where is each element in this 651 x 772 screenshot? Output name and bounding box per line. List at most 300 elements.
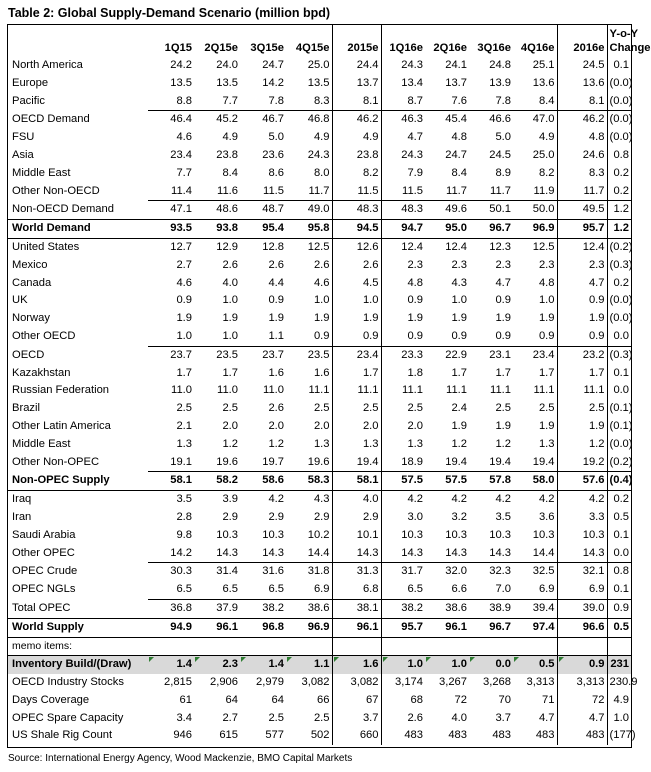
cell-value: 0.9 bbox=[538, 329, 555, 342]
cell-value: 96.7 bbox=[469, 618, 513, 637]
row-label: memo items: bbox=[12, 639, 73, 652]
cell-value: 4.2 bbox=[538, 493, 555, 506]
cell-value: 11.0 bbox=[171, 384, 192, 397]
cell-value: 24.0 bbox=[216, 59, 238, 71]
row-label: Russian Federation bbox=[12, 384, 110, 397]
cell-value: 96.6 bbox=[557, 618, 607, 637]
cell-value: 2.3 bbox=[538, 258, 555, 271]
cell-value: 14.3 bbox=[216, 546, 238, 559]
yoy-value: 230.9 bbox=[609, 676, 638, 689]
cell-value: 1.0 bbox=[538, 294, 555, 307]
cell-value: 8.2 bbox=[538, 166, 555, 179]
cell-value: 31.4 bbox=[194, 563, 240, 581]
col-header: 2016e bbox=[557, 25, 607, 57]
cell-value: 94.5 bbox=[332, 220, 381, 239]
cell-value: 7.0 bbox=[495, 583, 511, 596]
cell-value: 96.7 bbox=[469, 220, 513, 239]
yoy-value: (0.0) bbox=[609, 94, 633, 107]
table-row-days-coverage bbox=[8, 692, 631, 710]
cell-value: 1.6 bbox=[332, 656, 381, 674]
cell-value: 8.2 bbox=[332, 165, 381, 183]
cell-value: 5.0 bbox=[495, 131, 511, 144]
cell-value: 64 bbox=[225, 693, 238, 706]
row-label: Iraq bbox=[12, 493, 32, 506]
cell-value: 0.9 bbox=[557, 656, 607, 674]
yoy-value: 231 bbox=[607, 656, 631, 674]
yoy-header-line2: Change bbox=[609, 42, 651, 54]
col-header: 2Q15e bbox=[204, 42, 238, 54]
cell-value: 11.5 bbox=[263, 184, 284, 197]
cell-value bbox=[381, 637, 425, 656]
cell-value: 2.0 bbox=[222, 419, 238, 432]
cell-value: 57.5 bbox=[425, 472, 469, 491]
table-row-opec-spare-capacity bbox=[8, 710, 631, 728]
cell-value: 38.6 bbox=[425, 599, 469, 618]
table-row-other-non-opec bbox=[8, 454, 631, 472]
cell-value: 6.9 bbox=[313, 583, 330, 596]
cell-value: 24.7 bbox=[445, 148, 467, 161]
cell-value: 48.3 bbox=[381, 201, 425, 220]
cell-value bbox=[469, 637, 513, 656]
table-row-canada bbox=[8, 275, 631, 293]
cell-value: 13.6 bbox=[557, 75, 607, 93]
cell-value: 2.3 bbox=[194, 656, 240, 674]
cell-value: 12.9 bbox=[216, 240, 238, 253]
cell-value: 1.0 bbox=[381, 656, 425, 674]
cell-value: 11.1 bbox=[332, 382, 381, 400]
cell-value: 2.3 bbox=[495, 258, 511, 271]
cell-value: 14.2 bbox=[262, 76, 284, 89]
table-row-uk bbox=[8, 292, 631, 310]
cell-value: 13.6 bbox=[532, 76, 555, 89]
cell-value: 39.4 bbox=[513, 599, 557, 618]
cell-value: 4.2 bbox=[557, 491, 607, 509]
row-label: North America bbox=[12, 59, 83, 71]
cell-value: 95.4 bbox=[240, 220, 286, 239]
cell-value: 615 bbox=[219, 729, 238, 742]
cell-value: 46.8 bbox=[286, 111, 332, 129]
cell-value: 32.0 bbox=[425, 563, 469, 581]
cell-value: 38.9 bbox=[469, 599, 513, 618]
yoy-value: (0.2) bbox=[609, 455, 633, 468]
cell-value: 0.9 bbox=[407, 294, 423, 307]
cell-value: 2.6 bbox=[313, 258, 330, 271]
cell-value: 19.6 bbox=[216, 455, 238, 468]
cell-value: 47.1 bbox=[148, 201, 194, 220]
cell-value: 58.2 bbox=[194, 472, 240, 491]
row-label: World Demand bbox=[8, 220, 148, 239]
cell-value: 46.2 bbox=[557, 111, 607, 129]
yoy-value: 0.1 bbox=[613, 59, 629, 71]
cell-value: 23.3 bbox=[381, 346, 425, 364]
yoy-value: 0.0 bbox=[613, 329, 629, 342]
col-header: 2Q16e bbox=[433, 42, 467, 54]
cell-value: 0.9 bbox=[407, 329, 423, 342]
cell-value: 1.9 bbox=[268, 312, 284, 325]
row-label: OPEC Spare Capacity bbox=[12, 711, 124, 724]
cell-value: 48.3 bbox=[332, 201, 381, 220]
cell-value: 0.9 bbox=[332, 328, 381, 346]
cell-value: 3.7 bbox=[495, 711, 511, 724]
cell-value: 13.7 bbox=[332, 75, 381, 93]
cell-value: 1.2 bbox=[222, 437, 238, 450]
cell-value: 5.0 bbox=[268, 131, 284, 144]
cell-value: 1.3 bbox=[176, 437, 192, 450]
cell-value: 46.3 bbox=[381, 111, 425, 129]
col-header: 1Q16e bbox=[389, 42, 423, 54]
cell-value: 2.0 bbox=[313, 419, 330, 432]
cell-value: 2.3 bbox=[557, 257, 607, 275]
cell-value: 23.5 bbox=[194, 346, 240, 364]
cell-value: 46.7 bbox=[240, 111, 286, 129]
cell-value: 95.7 bbox=[381, 618, 425, 637]
row-label: World Supply bbox=[8, 618, 148, 637]
cell-value: 30.3 bbox=[148, 563, 194, 581]
cell-value: 1.7 bbox=[332, 365, 381, 383]
cell-value: 31.7 bbox=[381, 563, 425, 581]
cell-value: 49.0 bbox=[286, 201, 332, 220]
cell-value: 4.2 bbox=[451, 493, 467, 506]
cell-value: 2.5 bbox=[407, 402, 423, 415]
cell-value: 1.9 bbox=[538, 419, 555, 432]
row-label: Mexico bbox=[12, 258, 48, 271]
cell-value: 32.5 bbox=[513, 563, 557, 581]
cell-value: 2,979 bbox=[256, 676, 284, 689]
cell-value: 1.3 bbox=[538, 437, 555, 450]
col-header: 4Q15e bbox=[295, 42, 330, 54]
cell-value: 57.6 bbox=[557, 472, 607, 491]
data-table-frame bbox=[7, 24, 651, 748]
cell-value: 38.1 bbox=[332, 599, 381, 618]
row-label: Non-OECD Demand bbox=[12, 203, 114, 216]
cell-value: 2.5 bbox=[176, 402, 192, 415]
yoy-value: (0.0) bbox=[609, 76, 633, 89]
cell-value: 4.7 bbox=[495, 276, 511, 289]
cell-value: 11.7 bbox=[446, 184, 467, 197]
cell-value: 11.9 bbox=[533, 184, 555, 197]
cell-value: 24.3 bbox=[307, 148, 330, 161]
table-row-saudi-arabia bbox=[8, 527, 631, 545]
cell-value: 7.7 bbox=[176, 166, 192, 179]
cell-value: 4.6 bbox=[313, 276, 330, 289]
table-row-russian-federation bbox=[8, 382, 631, 400]
cell-value: 11.1 bbox=[308, 384, 330, 397]
cell-value: 95.0 bbox=[425, 220, 469, 239]
cell-value: 46.2 bbox=[332, 111, 381, 129]
cell-value: 1.9 bbox=[495, 312, 511, 325]
cell-value: 1.7 bbox=[495, 366, 511, 379]
cell-value: 2,906 bbox=[210, 676, 238, 689]
cell-value: 23.7 bbox=[240, 346, 286, 364]
cell-value: 14.3 bbox=[557, 545, 607, 563]
cell-value: 8.3 bbox=[313, 94, 330, 107]
row-label: Middle East bbox=[12, 437, 71, 450]
yoy-value: 0.0 bbox=[613, 384, 629, 397]
cell-value: 4.9 bbox=[222, 131, 238, 144]
cell-value: 10.1 bbox=[332, 527, 381, 545]
cell-value: 14.3 bbox=[332, 545, 381, 563]
cell-value: 13.7 bbox=[445, 76, 467, 89]
cell-value: 11.1 bbox=[557, 382, 607, 400]
cell-value: 6.5 bbox=[268, 583, 284, 596]
cell-value bbox=[425, 637, 469, 656]
cell-value: 23.6 bbox=[262, 148, 284, 161]
row-label: Other OPEC bbox=[12, 546, 75, 559]
cell-value: 1.2 bbox=[451, 437, 467, 450]
cell-value: 0.0 bbox=[469, 656, 513, 674]
cell-value: 19.6 bbox=[307, 455, 330, 468]
cell-value: 4.0 bbox=[222, 276, 238, 289]
cell-value: 4.8 bbox=[557, 129, 607, 147]
cell-value: 23.4 bbox=[513, 346, 557, 364]
cell-value: 2.7 bbox=[176, 258, 192, 271]
cell-value: 4.0 bbox=[451, 711, 467, 724]
table-row-united-states bbox=[8, 238, 631, 256]
cell-value bbox=[513, 637, 557, 656]
cell-value: 4.8 bbox=[407, 276, 423, 289]
table-row-iran bbox=[8, 509, 631, 527]
cell-value: 14.3 bbox=[262, 546, 284, 559]
cell-value: 13.5 bbox=[307, 76, 330, 89]
cell-value: 11.1 bbox=[533, 384, 555, 397]
table-row-inventory-build-draw bbox=[8, 656, 631, 674]
cell-value: 2.9 bbox=[268, 510, 284, 523]
cell-value: 24.4 bbox=[332, 57, 381, 75]
cell-value: 12.4 bbox=[401, 240, 423, 253]
cell-value: 1.0 bbox=[313, 294, 330, 307]
cell-value: 46.4 bbox=[148, 111, 194, 129]
table-row-kazakhstan bbox=[8, 365, 631, 383]
cell-value: 10.3 bbox=[216, 528, 238, 541]
cell-value: 58.3 bbox=[286, 472, 332, 491]
cell-value: 2.9 bbox=[222, 510, 238, 523]
yoy-value: (0.2) bbox=[609, 240, 633, 253]
cell-value: 1.6 bbox=[313, 366, 330, 379]
cell-value: 11.0 bbox=[217, 384, 238, 397]
cell-value: 7.9 bbox=[407, 166, 423, 179]
yoy-value: 0.1 bbox=[613, 366, 629, 379]
cell-value: 2.3 bbox=[407, 258, 423, 271]
source-note: Source: International Energy Agency, Wood Mackenzie, BMO Capital Markets bbox=[8, 753, 353, 764]
table-row-middle-east bbox=[8, 165, 631, 183]
cell-value: 38.2 bbox=[381, 599, 425, 618]
cell-value: 10.3 bbox=[557, 527, 607, 545]
cell-value: 13.4 bbox=[401, 76, 423, 89]
row-label: Days Coverage bbox=[12, 693, 90, 706]
cell-value: 37.9 bbox=[194, 599, 240, 618]
yoy-value: 1.2 bbox=[607, 201, 631, 220]
yoy-value: (177) bbox=[609, 729, 636, 742]
row-label: Asia bbox=[12, 148, 34, 161]
row-label: OPEC NGLs bbox=[12, 583, 76, 596]
cell-value: 483 bbox=[557, 727, 607, 745]
cell-value: 2.5 bbox=[332, 400, 381, 418]
cell-value: 49.5 bbox=[557, 201, 607, 220]
cell-value: 11.0 bbox=[263, 384, 284, 397]
cell-value: 1.0 bbox=[222, 294, 238, 307]
table-row-world-supply bbox=[8, 618, 631, 637]
cell-value: 66 bbox=[317, 693, 330, 706]
cell-value: 4.6 bbox=[176, 276, 192, 289]
cell-value: 4.2 bbox=[407, 493, 423, 506]
cell-value: 11.7 bbox=[557, 183, 607, 201]
cell-value: 24.3 bbox=[401, 59, 423, 71]
cell-value: 1.4 bbox=[240, 656, 286, 674]
cell-value: 48.7 bbox=[240, 201, 286, 220]
cell-value: 47.0 bbox=[513, 111, 557, 129]
cell-value: 10.3 bbox=[532, 528, 555, 541]
cell-value: 1.7 bbox=[176, 366, 192, 379]
col-header: 1Q15 bbox=[164, 42, 192, 54]
cell-value: 57.8 bbox=[469, 472, 513, 491]
cell-value: 0.9 bbox=[176, 294, 192, 307]
cell-value: 1.0 bbox=[425, 656, 469, 674]
cell-value: 1.9 bbox=[451, 312, 467, 325]
yoy-value: 1.0 bbox=[613, 711, 629, 724]
cell-value: 1.7 bbox=[538, 366, 555, 379]
cell-value: 19.2 bbox=[557, 454, 607, 472]
cell-value: 1.9 bbox=[332, 310, 381, 328]
cell-value: 3.9 bbox=[222, 493, 238, 506]
cell-value: 48.6 bbox=[194, 201, 240, 220]
cell-value: 3.5 bbox=[176, 493, 192, 506]
table-row-fsu bbox=[8, 129, 631, 147]
row-label: Norway bbox=[12, 312, 50, 325]
cell-value: 11.1 bbox=[402, 384, 423, 397]
cell-value: 2.6 bbox=[268, 402, 284, 415]
cell-value: 25.0 bbox=[307, 59, 330, 71]
table-row-asia bbox=[8, 147, 631, 165]
cell-value: 38.6 bbox=[286, 599, 332, 618]
col-header: 3Q15e bbox=[250, 42, 284, 54]
cell-value: 8.8 bbox=[176, 94, 192, 107]
cell-value: 32.1 bbox=[557, 563, 607, 581]
cell-value: 19.4 bbox=[489, 455, 511, 468]
cell-value: 4.9 bbox=[313, 131, 330, 144]
row-label: Non-OPEC Supply bbox=[8, 472, 148, 491]
cell-value: 3.6 bbox=[538, 510, 555, 523]
cell-value: 11.1 bbox=[490, 384, 511, 397]
cell-value: 3.7 bbox=[332, 710, 381, 728]
cell-value: 4.7 bbox=[557, 710, 607, 728]
table-row-mexico bbox=[8, 257, 631, 275]
cell-value: 483 bbox=[535, 729, 555, 742]
cell-value: 1.3 bbox=[313, 437, 330, 450]
cell-value: 1.0 bbox=[451, 294, 467, 307]
row-label: OPEC Crude bbox=[12, 565, 78, 578]
cell-value: 4.4 bbox=[268, 276, 284, 289]
cell-value: 946 bbox=[173, 729, 192, 742]
cell-value: 8.6 bbox=[268, 166, 284, 179]
cell-value: 2.5 bbox=[313, 402, 330, 415]
cell-value: 1.4 bbox=[148, 656, 194, 674]
cell-value: 12.4 bbox=[445, 240, 467, 253]
cell-value: 10.3 bbox=[401, 528, 423, 541]
cell-value: 3.4 bbox=[176, 711, 192, 724]
cell-value: 72 bbox=[557, 692, 607, 710]
cell-value: 483 bbox=[404, 729, 423, 742]
cell-value: 12.5 bbox=[532, 240, 555, 253]
cell-value: 12.6 bbox=[332, 238, 381, 256]
cell-value: 8.4 bbox=[538, 94, 555, 107]
cell-value: 1.9 bbox=[313, 312, 330, 325]
table-row-north-america bbox=[8, 57, 631, 75]
cell-value: 14.4 bbox=[307, 546, 330, 559]
yoy-value bbox=[607, 637, 631, 656]
cell-value: 1.2 bbox=[268, 437, 284, 450]
cell-value: 8.4 bbox=[451, 166, 467, 179]
cell-value: 4.8 bbox=[538, 276, 555, 289]
row-label: OECD Demand bbox=[12, 113, 90, 126]
row-label: Pacific bbox=[12, 94, 45, 107]
cell-value: 4.9 bbox=[538, 131, 555, 144]
cell-value: 1.1 bbox=[286, 656, 332, 674]
row-label: Other OECD bbox=[12, 330, 76, 343]
table-row-oecd-industry-stocks bbox=[8, 674, 631, 692]
table-row-iraq bbox=[8, 491, 631, 509]
cell-value: 7.8 bbox=[495, 94, 511, 107]
cell-value: 1.9 bbox=[451, 419, 467, 432]
cell-value: 94.9 bbox=[148, 618, 194, 637]
cell-value: 2.0 bbox=[407, 419, 423, 432]
cell-value: 483 bbox=[448, 729, 467, 742]
cell-value: 6.5 bbox=[222, 583, 238, 596]
cell-value: 1.1 bbox=[268, 329, 284, 342]
cell-value: 6.9 bbox=[538, 583, 555, 596]
cell-value: 2.5 bbox=[313, 711, 330, 724]
cell-value: 6.8 bbox=[332, 581, 381, 599]
cell-value: 2.5 bbox=[495, 402, 511, 415]
cell-value: 19.4 bbox=[532, 455, 555, 468]
row-label: Brazil bbox=[12, 402, 40, 415]
cell-value: 12.5 bbox=[307, 240, 330, 253]
cell-value: 4.3 bbox=[451, 276, 467, 289]
cell-value: 1.0 bbox=[222, 329, 238, 342]
table-row-us-shale-rig-count bbox=[8, 727, 631, 745]
cell-value: 61 bbox=[179, 693, 192, 706]
cell-value: 14.2 bbox=[170, 546, 192, 559]
table-row-middle-east bbox=[8, 436, 631, 454]
cell-value: 2.0 bbox=[268, 419, 284, 432]
cell-value: 31.3 bbox=[332, 563, 381, 581]
yoy-value: 0.5 bbox=[613, 510, 629, 523]
cell-value: 58.1 bbox=[332, 472, 381, 491]
cell-value: 6.5 bbox=[176, 583, 192, 596]
cell-value: 1.2 bbox=[495, 437, 511, 450]
cell-value: 4.8 bbox=[451, 131, 467, 144]
cell-value: 1.3 bbox=[407, 437, 423, 450]
cell-value: 1.7 bbox=[451, 366, 467, 379]
cell-value: 12.3 bbox=[489, 240, 511, 253]
cell-value: 1.9 bbox=[407, 312, 423, 325]
cell-value: 7.7 bbox=[222, 94, 238, 107]
cell-value: 23.4 bbox=[170, 148, 192, 161]
cell-value: 1.2 bbox=[557, 436, 607, 454]
cell-value: 7.8 bbox=[268, 94, 284, 107]
yoy-value: 0.2 bbox=[613, 166, 629, 179]
cell-value: 58.0 bbox=[513, 472, 557, 491]
yoy-value: (0.3) bbox=[607, 346, 631, 364]
cell-value bbox=[557, 637, 607, 656]
yoy-value: (0.1) bbox=[609, 419, 633, 432]
table-row-brazil bbox=[8, 400, 631, 418]
cell-value: 72 bbox=[454, 693, 467, 706]
table-row-other-oecd bbox=[8, 328, 631, 346]
cell-value: 8.1 bbox=[557, 93, 607, 111]
cell-value: 11.5 bbox=[332, 183, 381, 201]
col-header: 4Q16e bbox=[520, 42, 555, 54]
cell-value: 0.9 bbox=[557, 292, 607, 310]
